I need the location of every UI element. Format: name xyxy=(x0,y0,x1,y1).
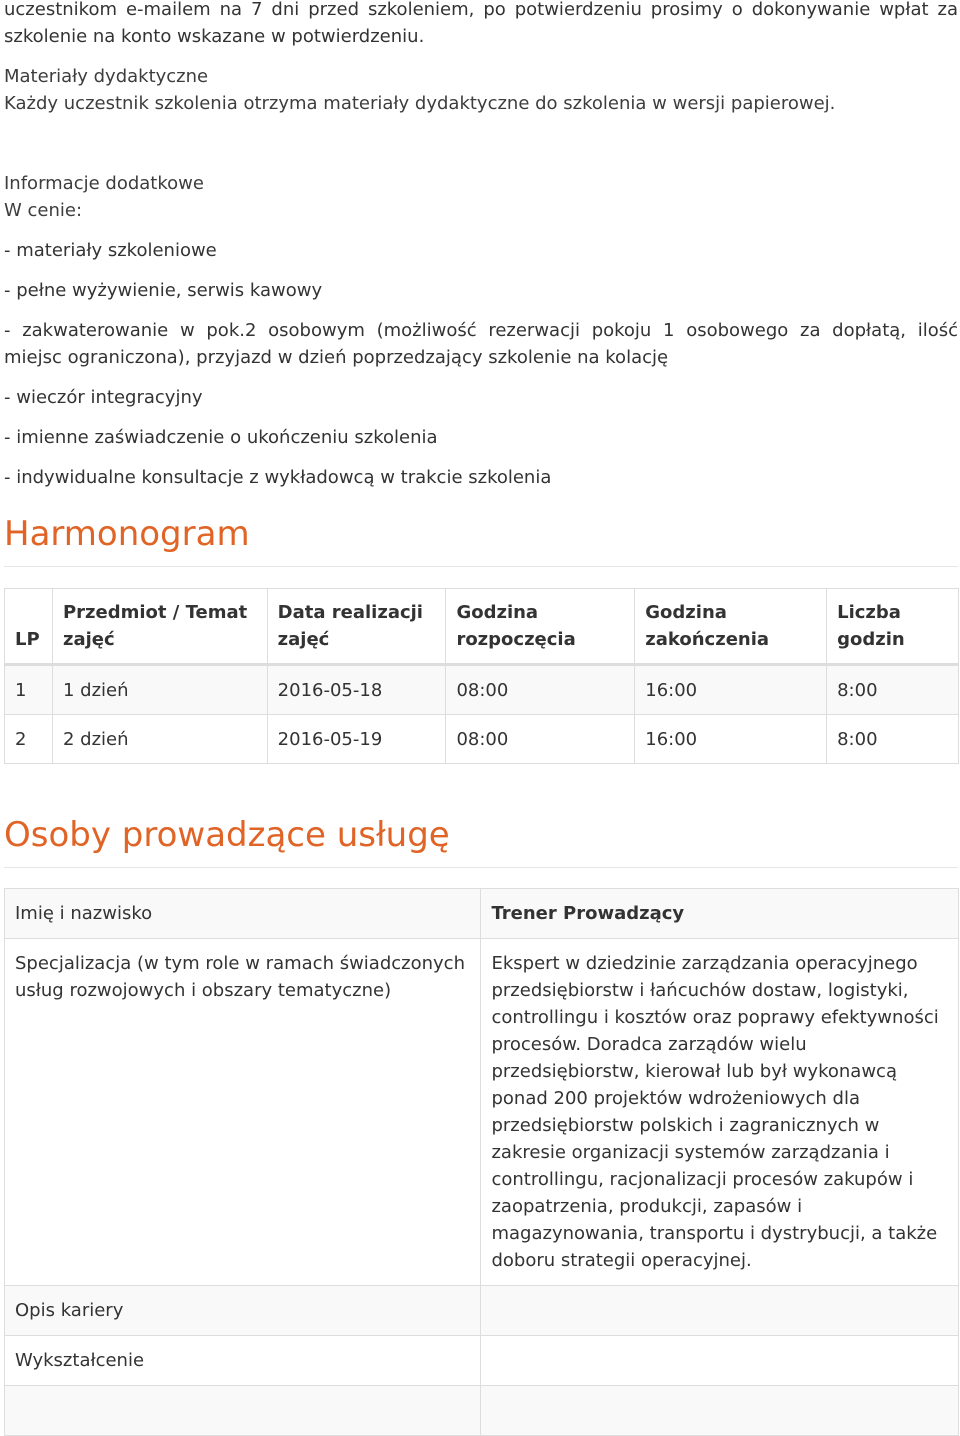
price-intro: W cenie: xyxy=(4,200,83,221)
materials-heading: Materiały dydaktyczne xyxy=(4,66,209,87)
materials-text: Każdy uczestnik szkolenia otrzyma materiały dydaktyczne do szkolenia w wersji papierowej. xyxy=(4,93,836,114)
table-row xyxy=(5,715,959,764)
trainer-row-specialization xyxy=(5,939,959,1286)
value-name: Trener Prowadzący xyxy=(481,889,959,939)
schedule-header-row xyxy=(5,589,959,665)
included-item: - pełne wyżywienie, serwis kawowy xyxy=(4,280,323,301)
schedule-table xyxy=(4,588,959,764)
header-end-time: Godzina zakończenia xyxy=(635,589,827,665)
cell-subject: 1 dzień xyxy=(52,665,267,715)
table-row xyxy=(5,665,959,715)
section-divider xyxy=(4,566,958,567)
intro-line-2: szkolenie na konto wskazane w potwierdzeniu. xyxy=(4,26,425,47)
schedule-title: Harmonogram xyxy=(4,514,250,554)
label-education: Wykształcenie xyxy=(5,1336,481,1386)
trainer-row-extra xyxy=(5,1386,959,1436)
header-start-time: Godzina rozpoczęcia xyxy=(446,589,635,665)
value-specialization: Ekspert w dziedzinie zarządzania operacyjnego przedsiębiorstw i łańcuchów dostaw, logistyki, controllingu i kosztów oraz poprawy efektywności procesów. Doradca zarządów wielu przedsiębiorstw, kierował lub był wykonawcą ponad 200 projektów wdrożeniowych dla przedsiębiorstw polskich i zagranicznych w zakresie organizacji systemów zarządzania i controllingu, racjonalizacji procesów zakupów i zaopatrzenia, produkcji, zapasów i magazynowania, transportu i dystrybucji, a także doboru strategii operacyjnej. xyxy=(481,939,959,1286)
cell-date: 2016-05-19 xyxy=(267,715,446,764)
included-item: - wieczór integracyjny xyxy=(4,387,203,408)
label-name: Imię i nazwisko xyxy=(5,889,481,939)
cell-hours: 8:00 xyxy=(827,715,959,764)
cell-lp: 2 xyxy=(5,715,53,764)
label-specialization: Specjalizacja (w tym role w ramach świadczonych usług rozwojowych i obszary tematyczne) xyxy=(5,939,481,1286)
trainer-row-name xyxy=(5,889,959,939)
trainer-row-career xyxy=(5,1286,959,1336)
cell-start-time: 08:00 xyxy=(446,665,635,715)
header-hours: Liczba godzin xyxy=(827,589,959,665)
cell-end-time: 16:00 xyxy=(635,665,827,715)
label-career: Opis kariery xyxy=(5,1286,481,1336)
included-item: - zakwaterowanie w pok.2 osobowym (możliwość rezerwacji pokoju 1 osobowego za dopłatą, ilość xyxy=(4,320,958,341)
trainer-row-education xyxy=(5,1336,959,1386)
cell-hours: 8:00 xyxy=(827,665,959,715)
trainers-title: Osoby prowadzące usługę xyxy=(4,815,450,855)
cell-date: 2016-05-18 xyxy=(267,665,446,715)
value-education xyxy=(481,1336,959,1386)
header-subject: Przedmiot / Temat zajęć xyxy=(52,589,267,665)
included-item: - indywidualne konsultacje z wykładowcą w trakcie szkolenia xyxy=(4,467,552,488)
cell-lp: 1 xyxy=(5,665,53,715)
section-divider xyxy=(4,867,958,868)
trainers-table xyxy=(4,888,959,1436)
included-item: - imienne zaświadczenie o ukończeniu szkolenia xyxy=(4,427,438,448)
label-empty xyxy=(5,1386,481,1436)
value-empty xyxy=(481,1386,959,1436)
cell-end-time: 16:00 xyxy=(635,715,827,764)
value-career xyxy=(481,1286,959,1336)
header-lp: LP xyxy=(5,589,53,665)
cell-subject: 2 dzień xyxy=(52,715,267,764)
included-item-continuation: miejsc ograniczona), przyjazd w dzień poprzedzający szkolenie na kolację xyxy=(4,347,669,368)
intro-line-1: uczestnikom e-mailem na 7 dni przed szkoleniem, po potwierdzeniu prosimy o dokonywanie wpłat za xyxy=(4,0,958,20)
cell-start-time: 08:00 xyxy=(446,715,635,764)
included-item: - materiały szkoleniowe xyxy=(4,240,217,261)
header-date: Data realizacji zajęć xyxy=(267,589,446,665)
additional-heading: Informacje dodatkowe xyxy=(4,173,204,194)
